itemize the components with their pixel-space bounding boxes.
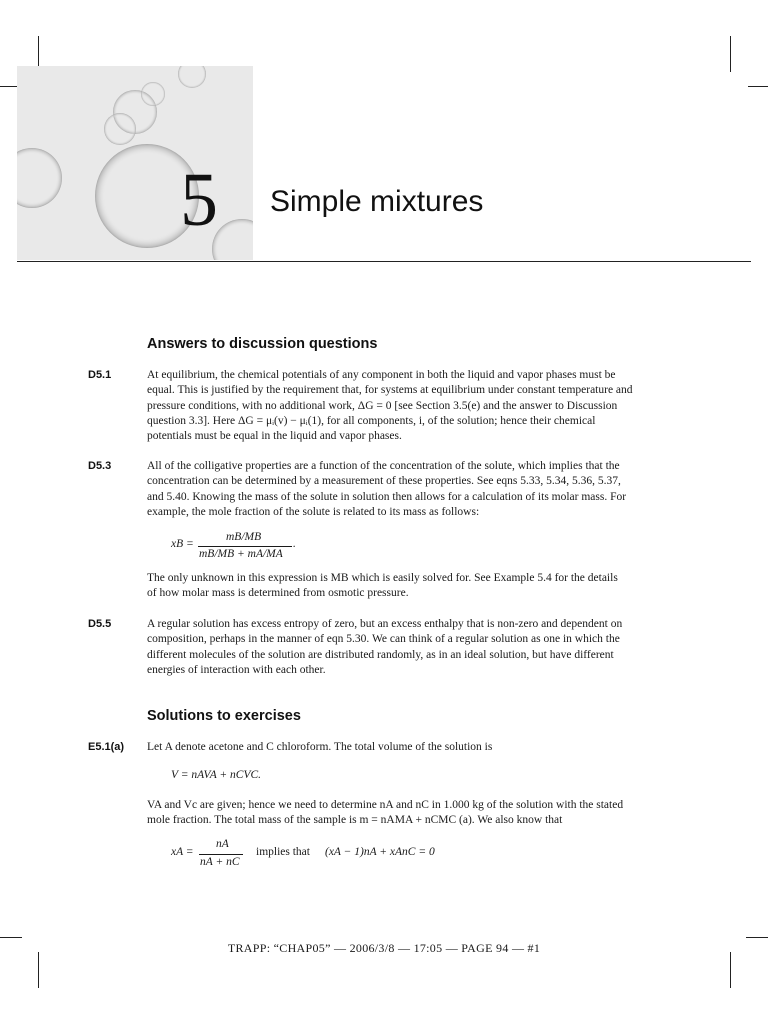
question-label: D5.1 <box>88 369 112 381</box>
question-d5-3-answer <box>147 459 649 520</box>
equation-lhs: xB = <box>171 538 194 550</box>
equation-numerator: nA <box>216 838 229 850</box>
header-rule <box>17 261 751 262</box>
equation-lhs: xA = <box>171 846 194 858</box>
equation-rhs: (xA − 1)nA + xAnC = 0 <box>325 846 435 858</box>
discussion-heading: Answers to discussion questions <box>147 336 378 352</box>
volume-equation: V = nAVA + nCVC. <box>171 769 262 781</box>
exercise-intro <box>147 740 649 755</box>
text-line: VA and Vc are given; hence we need to determine nA and nC in 1.000 kg of the solution with the stated <box>147 799 624 811</box>
text-line: At equilibrium, the chemical potentials of any component in both the liquid and vapor phases must be <box>147 369 616 381</box>
question-label: D5.3 <box>88 460 112 472</box>
text-line: mole fraction. The total mass of the sample is m = nAMA + nCMC (a). We also know that <box>147 814 563 827</box>
crop-mark-bottom-right-horizontal <box>746 937 768 938</box>
question-d5-1-answer <box>147 368 649 444</box>
crop-mark-bottom-left-horizontal <box>0 937 22 938</box>
equation-tail: . <box>293 538 296 550</box>
text-line: question 3.3]. Here ΔG = μᵢ(v) − μᵢ(1), for all components, i, of the solution; hence their chemical <box>147 414 596 427</box>
fraction-bar <box>198 546 292 547</box>
text-line: different molecules of the solution are distributed randomly, as in an ideal solution, but have different <box>147 648 614 661</box>
text-line: concentration can be determined by a measurement of these properties. See eqns 5.33, 5.34, 5.36, 5.37, <box>147 475 621 488</box>
equation-denominator: mB/MB + mA/MA <box>199 548 283 560</box>
question-d5-5-answer <box>147 617 649 678</box>
question-d5-3-continuation <box>147 571 649 602</box>
chapter-title: Simple mixtures <box>270 185 484 218</box>
page-footer: TRAPP: “CHAP05” — 2006/3/8 — 17:05 — PAGE 94 — #1 <box>227 941 541 955</box>
text-line: and 5.40. Knowing the mass of the solute in solution then allows for a calculation of its molar mass. For <box>147 490 627 503</box>
text-line: Let A denote acetone and C chloroform. The total volume of the solution is <box>147 741 493 753</box>
exercise-label: E5.1(a) <box>88 741 125 753</box>
text-line: pressure conditions, with no additional work, ΔG = 0 [see Section 3.5(e) and the answer to Discussion <box>147 399 618 412</box>
crop-mark-bottom-right-vertical <box>730 952 731 988</box>
text-line: composition, perhaps in the manner of eqn 5.30. We can think of a regular solution as one in which the <box>147 633 620 646</box>
chapter-number: 5 <box>180 158 218 242</box>
text-line: All of the colligative properties are a function of the concentration of the solute, which implies that the <box>147 460 620 472</box>
text-line: energies of interaction with each other. <box>147 663 326 676</box>
crop-mark-bottom-left-vertical <box>38 952 39 988</box>
fraction-bar <box>199 854 243 855</box>
text-line: of how molar mass is determined from osmotic pressure. <box>147 587 409 600</box>
equation-connector: implies that <box>256 846 310 858</box>
crop-mark-top-left-horizontal <box>0 86 18 87</box>
text-line: example, the mole fraction of the solute is related to its mass as follows: <box>147 505 480 518</box>
text-line: A regular solution has excess entropy of zero, but an excess enthalpy that is non-zero and dependent on <box>147 618 623 630</box>
text-line: The only unknown in this expression is MB which is easily solved for. See Example 5.4 for the details <box>147 572 618 584</box>
exercises-heading: Solutions to exercises <box>147 708 301 724</box>
equation-numerator: mB/MB <box>226 531 262 543</box>
text-line: equal. This is justified by the requirement that, for systems at equilibrium under constant temperature and <box>147 384 633 397</box>
crop-mark-top-right-horizontal <box>748 86 768 87</box>
crop-mark-top-right-vertical <box>730 36 731 72</box>
text-line: potentials must be equal in the liquid and vapor phases. <box>147 430 402 443</box>
equation-denominator: nA + nC <box>200 856 240 868</box>
exercise-body <box>147 798 649 829</box>
question-label: D5.5 <box>88 618 112 630</box>
